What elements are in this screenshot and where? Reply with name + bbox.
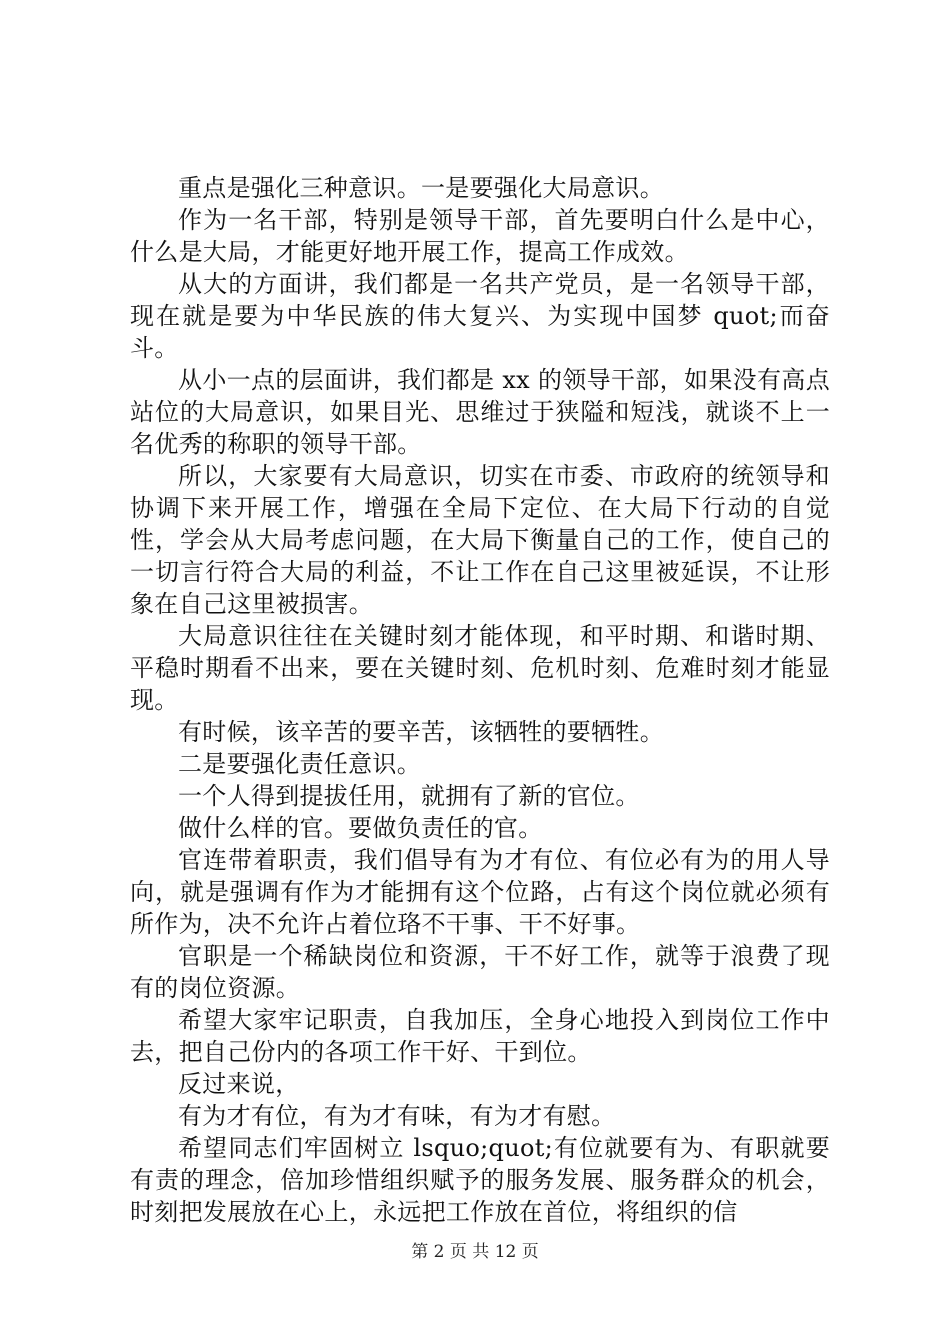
page-number-label: 第 2 页 共 12 页 [411, 1242, 539, 1262]
paragraph: 反过来说， [178, 1070, 300, 1098]
paragraph: 希望大家牢记职责，自我加压，全身心地投入到岗位工作中去，把自己份内的各项工作干好、干到位。 [130, 1006, 830, 1066]
document-body [130, 172, 830, 1228]
paragraph: 一个人得到提拔任用，就拥有了新的官位。 [178, 782, 640, 810]
paragraph: 重点是强化三种意识。一是要强化大局意识。 [178, 174, 664, 202]
paragraph: 从小一点的层面讲，我们都是 xx 的领导干部，如果没有高点站位的大局意识，如果目光、思维过于狭隘和短浅，就谈不上一名优秀的称职的领导干部。 [130, 366, 830, 458]
paragraph: 有为才有位，有为才有味，有为才有慰。 [178, 1102, 616, 1130]
paragraph: 二是要强化责任意识。 [178, 750, 421, 778]
paragraph: 官连带着职责，我们倡导有为才有位、有位必有为的用人导向，就是强调有作为才能拥有这个位路，占有这个岗位就必须有所作为，决不允许占着位珞不干事、干不好事。 [130, 846, 830, 938]
paragraph: 从大的方面讲，我们都是一名共产党员，是一名领导干部，现在就是要为中华民族的伟大复兴、为实现中国梦 quot;而奋斗。 [130, 270, 830, 362]
paragraph: 做什么样的官。要做负责任的官。 [178, 814, 543, 842]
paragraph: 大局意识往往在关键时刻才能体现，和平时期、和谐时期、平稳时期看不出来，要在关键时刻、危机时刻、危难时刻才能显现。 [130, 622, 830, 714]
paragraph: 官职是一个稀缺岗位和资源，干不好工作，就等于浪费了现有的岗位资源。 [130, 942, 830, 1002]
paragraph: 有时候，该辛苦的要辛苦，该牺牲的要牺牲。 [178, 718, 664, 746]
paragraph: 希望同志们牢固树立 lsquo;quot;有位就要有为、有职就要有责的理念，倍加珍惜组织赋予的服务发展、服务群众的机会，时刻把发展放在心上，永远把工作放在首位，将组织的信 [130, 1134, 830, 1226]
paragraph: 所以，大家要有大局意识，切实在市委、市政府的统领导和协调下来开展工作，增强在全局下定位、在大局下行动的自觉性，学会从大局考虑问题，在大局下衡量自己的工作，使自己的一切言行符合大局的利益，不让工作在自己这里被延误，不让形象在自己这里被损害。 [130, 462, 830, 618]
paragraph: 作为一名干部，特别是领导干部，首先要明白什么是中心，什么是大局，才能更好地开展工作，提高工作成效。 [130, 206, 830, 266]
page-footer [0, 1240, 950, 1264]
